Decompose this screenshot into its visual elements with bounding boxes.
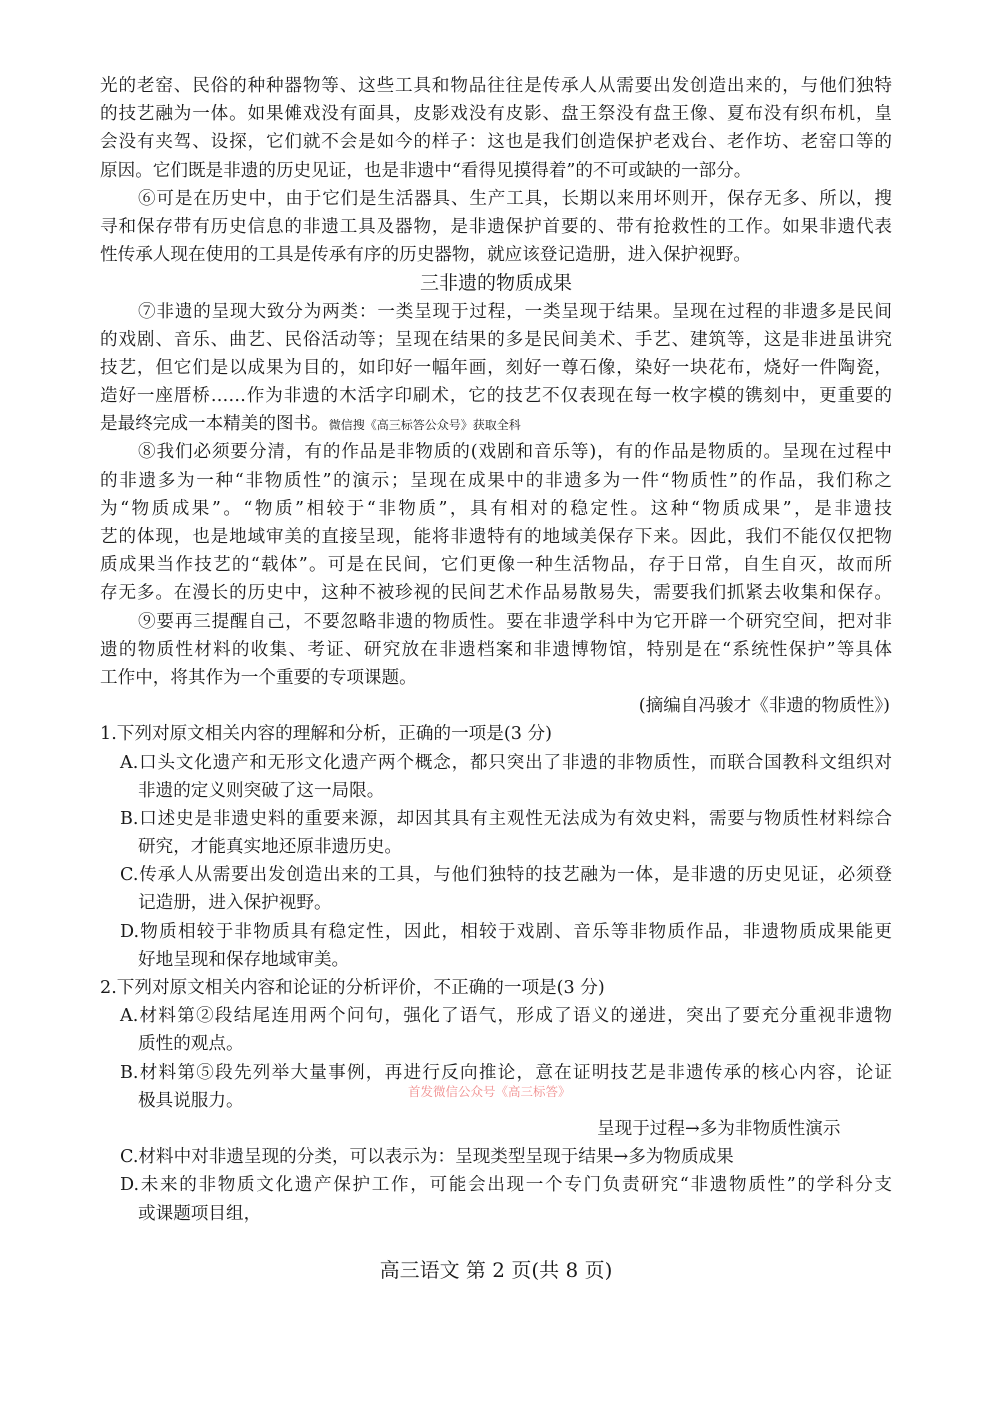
text-line	[0, 946, 992, 974]
page-footer: 高三语文 第 2 页(共 8 页)	[379, 1258, 613, 1282]
text-line	[0, 157, 992, 185]
text-line	[0, 1115, 992, 1143]
line-text: 为“物质成果”。“物质”相较于“非物质”，具有相对的稳定性。这种“物质成果”，是非遗技	[100, 498, 892, 519]
line-text: 光的老窑、民俗的种种器物等、这些工具和物品往往是传承人从需要出发创造出来的，与他们独特	[100, 76, 892, 96]
line-text: 寻和保存带有历史信息的非遗工具及器物，是非遗保护首要的、带有抢救性的工作。如果非遗代表	[100, 216, 892, 237]
line-text: 非遗的定义则突破了这一局限。	[138, 780, 385, 801]
watermark: 首发微信公众号《高三标答》	[408, 1084, 571, 1099]
line-text: ⑥可是在历史中，由于它们是生活器具、生产工具，长期以来用坏则开，保存无多、所以，搜	[138, 188, 892, 209]
line-text: 原因。它们既是非遗的历史见证，也是非遗中“看得见摸得着”的不可或缺的一部分。	[100, 160, 752, 181]
line-text: 好地呈现和保存地域审美。	[138, 949, 350, 970]
line-text: 质成果当作技艺的“载体”。可是在民间，它们更像一种生活物品，存于日常，自生自灭，故而所	[100, 555, 892, 576]
line-text: D.物质相较于非物质具有稳定性，因此，相较于戏剧、音乐等非物质作品，非遗物质成果能更	[120, 921, 892, 942]
line-text: 性传承人现在使用的工具是传承有序的历史器物，就应该登记造册，进入保护视野。	[100, 245, 751, 266]
source-attribution	[0, 692, 992, 720]
line-text: ⑧我们必须要分清，有的作品是非物质的(戏剧和音乐等)，有的作品是物质的。呈现在过程中	[138, 442, 892, 463]
line-text: 1.下列对原文相关内容的理解和分析，正确的一项是(3 分)	[100, 724, 552, 745]
text-line	[0, 495, 992, 523]
text-line	[0, 579, 992, 607]
text-line	[0, 213, 992, 241]
text-line	[0, 438, 992, 466]
text-line	[0, 1002, 992, 1030]
text-line	[0, 974, 992, 1002]
line-text: 极具说服力。	[138, 1090, 244, 1111]
line-text: 艺的体现，也是地域审美的直接呈现，能将非遗特有的地域美保存下来。因此，我们不能仅仅把物	[100, 527, 892, 547]
text-line	[0, 861, 992, 889]
text-line	[0, 1200, 992, 1228]
text-line	[0, 720, 992, 748]
line-text: 呈现于过程→多为非物质性演示	[597, 1118, 841, 1139]
line-text: 存无多。在漫长的历史中，这种不被珍视的民间艺术作品易散易失，需要我们抓紧去收集和保存。	[100, 583, 892, 604]
text-line	[0, 1143, 992, 1171]
section-heading	[0, 269, 992, 297]
line-text: 会没有夹驾、设探，它们就不会是如今的样子：这也是我们创造保护老戏台、老作坊、老窑口等的	[100, 132, 892, 153]
text-line	[0, 636, 992, 664]
line-text: 记造册，进入保护视野。	[138, 893, 332, 914]
text-line	[0, 298, 992, 326]
line-text: ⑨要再三提醒自己，不要忽略非遗的物质性。要在非遗学科中为它开辟一个研究空间，把对非	[138, 611, 892, 632]
text-line	[0, 354, 992, 382]
text-line	[0, 1030, 992, 1058]
text-line	[0, 382, 992, 410]
text-line	[0, 608, 992, 636]
line-text: 是最终完成一本精美的图书。	[100, 414, 329, 435]
text-line	[0, 1171, 992, 1199]
text-line	[0, 410, 992, 438]
inline-note: 微信搜《高三标答公众号》获取全科	[328, 418, 521, 433]
text-line	[0, 100, 992, 128]
text-line	[0, 749, 992, 777]
line-text: 2.下列对原文相关内容和论证的分析评价，不正确的一项是(3 分)	[100, 978, 605, 998]
text-line	[0, 889, 992, 917]
line-text: 三非遗的物质成果	[419, 272, 572, 295]
text-line	[0, 833, 992, 861]
line-text: D.未来的非物质文化遗产保护工作，可能会出现一个专门负责研究“非遗物质性”的学科分支	[120, 1175, 892, 1196]
text-line	[0, 523, 992, 551]
line-text: 工作中，将其作为一个重要的专项课题。	[100, 667, 417, 688]
line-text: B.材料第⑤段先列举大量事例，再进行反向推论，意在证明技艺是非遗传承的核心内容，论证	[120, 1062, 892, 1083]
line-text: 质性的观点。	[138, 1034, 244, 1055]
line-text: 的技艺融为一体。如果傩戏没有面具，皮影戏没有皮影、盘王祭没有盘王像、夏布没有织布机，皇	[100, 104, 892, 125]
text-line	[0, 551, 992, 579]
line-text: 造好一座厝桥……作为非遗的木活字印刷术，它的技艺不仅表现在每一枚字模的镌刻中，更重要的	[100, 386, 892, 407]
text-line	[0, 185, 992, 213]
line-text: B.口述史是非遗史料的重要来源，却因其具有主观性无法成为有效史料，需要与物质性材料综合	[120, 808, 892, 829]
text-line	[0, 805, 992, 833]
line-text: 的戏剧、音乐、曲艺、民俗活动等；呈现在结果的多是民间美术、手艺、建筑等，这是非进虽讲究	[100, 329, 892, 350]
line-text: C.材料中对非遗呈现的分类，可以表示为：呈现类型呈现于结果→多为物质成果	[120, 1147, 734, 1168]
text-line	[0, 326, 992, 354]
line-text: A.口头文化遗产和无形文化遗产两个概念，都只突出了非遗的非物质性，而联合国教科文组织对	[120, 752, 892, 773]
line-text: 的非遗多为一种“非物质性”的演示；呈现在成果中的非遗多为一件“物质性”的作品，我们称之	[100, 470, 892, 491]
line-text: C.传承人从需要出发创造出来的工具，与他们独特的技艺融为一体，是非遗的历史见证，必须登	[120, 865, 892, 886]
line-text: ⑦非遗的呈现大致分为两类：一类呈现于过程，一类呈现于结果。呈现在过程的非遗多是民间	[138, 301, 892, 322]
line-text: 技艺，但它们是以成果为目的，如印好一幅年画，刻好一尊石像，染好一块花布，烧好一件陶瓷，	[100, 357, 892, 378]
line-text: A.材料第②段结尾连用两个问句，强化了语气，形成了语义的递进，突出了要充分重视非遗物	[120, 1006, 892, 1027]
text-line	[0, 777, 992, 805]
text-line	[0, 664, 992, 692]
line-text: 或课题项目组，	[138, 1203, 262, 1224]
line-text: 遗的物质性材料的收集、考证、研究放在非遗档案和非遗博物馆，特别是在“系统性保护”等具体	[100, 639, 892, 660]
document-body	[0, 72, 992, 1228]
line-text: 研究，才能真实地还原非遗历史。	[138, 837, 402, 858]
line-text: (摘编自冯骏才《非遗的物质性》)	[638, 696, 890, 717]
text-line	[0, 467, 992, 495]
text-line	[0, 918, 992, 946]
text-line	[0, 128, 992, 156]
text-line	[0, 72, 992, 100]
text-line	[0, 241, 992, 269]
